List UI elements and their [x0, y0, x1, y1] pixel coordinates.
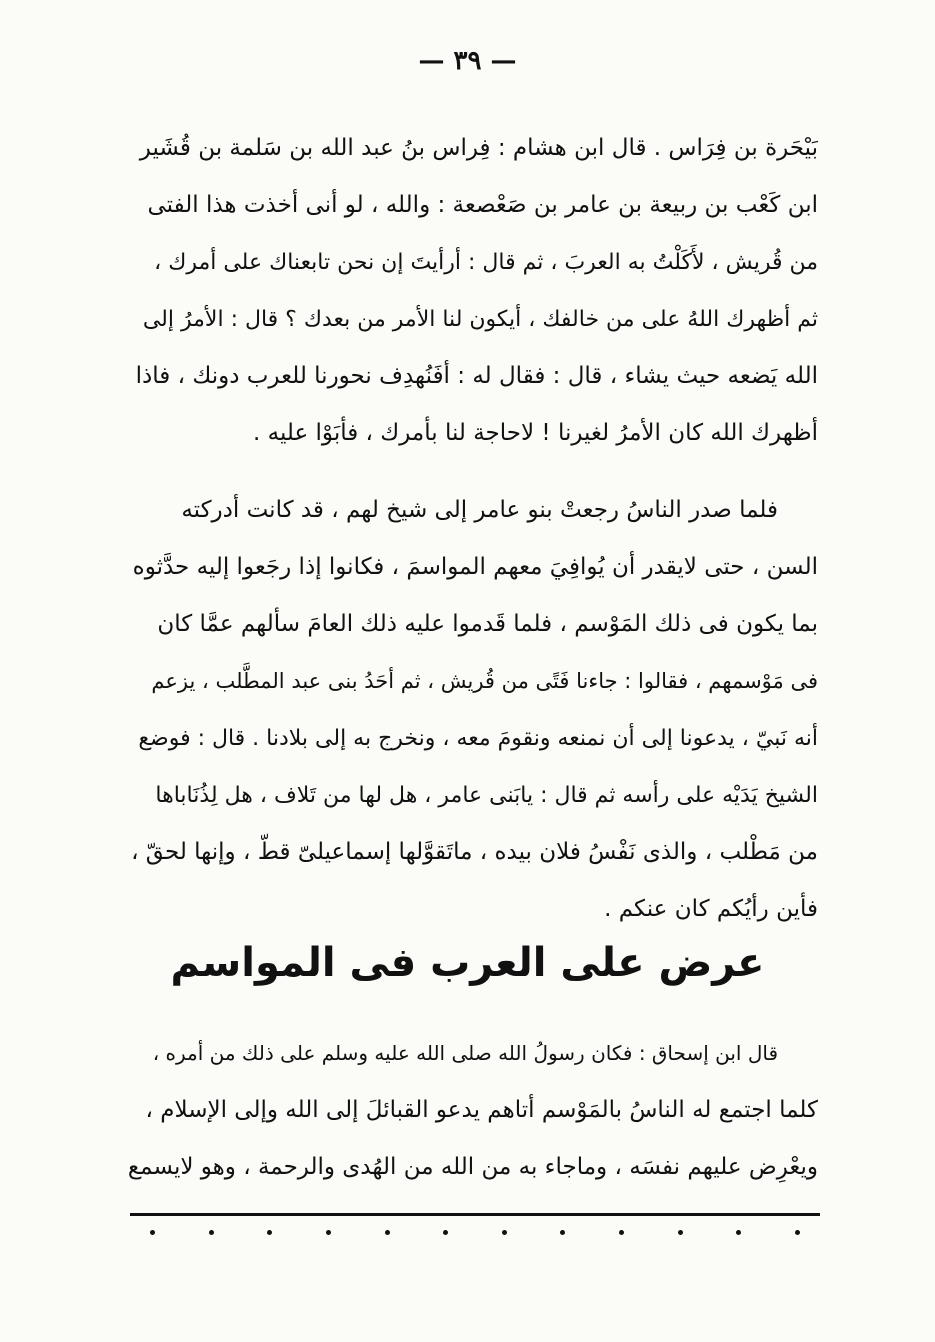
- text-line: الله يَضعه حيث يشاء ، قال : فقال له : أفَنُهدِف نحورنا للعرب دونك ، فاذا: [135, 363, 818, 389]
- text-line: فلما صدر الناسُ رجعتْ بنو عامر إلى شيخ لهم ، قد كانت أدركته: [181, 497, 778, 523]
- text-line: أنه نَبيّ ، يدعونا إلى أن نمنعه ونقومَ معه ، ونخرج به إلى بلادنا . قال : فوضع: [138, 726, 818, 751]
- dot-ornament: [502, 1230, 507, 1235]
- text-line: فى مَوْسمهم ، فقالوا : جاءنا فَتًى من قُريش ، ثم أحَدُ بنى عبد المطَّلب ، يزعم: [151, 669, 818, 693]
- text-line: فأين رأيُكم كان عنكم .: [604, 896, 818, 922]
- text-line: بما يكون فى ذلك المَوْسم ، فلما قَدموا عليه ذلك العامَ سألهم عمَّا كان: [157, 611, 818, 637]
- dot-ornament: [678, 1230, 683, 1235]
- dot-ornament: [150, 1230, 155, 1235]
- text-line: قال ابن إسحاق : فكان رسولُ الله صلى الله عليه وسلم على ذلك من أمره ،: [152, 1041, 778, 1065]
- text-line: ثم أظهرك اللهُ على من خالفك ، أيكون لنا الأمر من بعدك ؟ قال : الأمرُ إلى: [142, 307, 818, 332]
- footer-rule: [130, 1213, 820, 1216]
- footer-dots: [150, 1230, 800, 1235]
- dot-ornament: [795, 1230, 800, 1235]
- text-line: أظهرك الله كان الأمرُ لغيرنا ! لاحاجة لنا بأمرك ، فأبَوْا عليه .: [253, 420, 818, 446]
- page-number: — ٣٩ —: [418, 46, 517, 76]
- text-line: بَيْحَرة بن فِرَاس . قال ابن هشام : فِراس بنُ عبد الله بن سَلمة بن قُشَير: [139, 135, 818, 161]
- dot-ornament: [560, 1230, 565, 1235]
- paragraph-2: [128, 482, 818, 938]
- paragraph-1: [128, 120, 818, 462]
- text-line: كلما اجتمع له الناسُ بالمَوْسم أتاهم يدعو القبائلَ إلى الله وإلى الإسلام ،: [145, 1097, 818, 1123]
- dot-ornament: [619, 1230, 624, 1235]
- dot-ornament: [736, 1230, 741, 1235]
- text-line: من مَطْلب ، والذى نَفْسُ فلان بيده ، ماتَقوَّلها إسماعيلىّ قطّ ، وإنها لحقّ ،: [131, 839, 818, 865]
- dot-ornament: [267, 1230, 272, 1235]
- text-line: الشيخ يَدَيْه على رأسه ثم قال : يابَنى عامر ، هل لها من تَلاف ، هل لِذُنَاباها: [155, 783, 818, 808]
- text-line: السن ، حتى لايقدر أن يُوافِيَ معهم المواسمَ ، فكانوا إذا رجَعوا إليه حدَّثوه: [132, 554, 818, 580]
- paragraph-3: [128, 1025, 818, 1196]
- text-line: من قُريش ، لأَكَلْتُ به العربَ ، ثم قال : أرأيتَ إن نحن تابعناك على أمرك ،: [154, 250, 818, 275]
- section-heading: عرض على العرب فى المواسم: [170, 940, 765, 986]
- text-line: ابن كَعْب بن ربيعة بن عامر بن صَعْصعة : والله ، لو أنى أخذت هذا الفتى: [147, 192, 818, 218]
- dot-ornament: [385, 1230, 390, 1235]
- dot-ornament: [326, 1230, 331, 1235]
- dot-ornament: [443, 1230, 448, 1235]
- text-line: ويعْرِض عليهم نفسَه ، وماجاء به من الله من الهُدى والرحمة ، وهو لايسمع: [128, 1154, 818, 1180]
- dot-ornament: [209, 1230, 214, 1235]
